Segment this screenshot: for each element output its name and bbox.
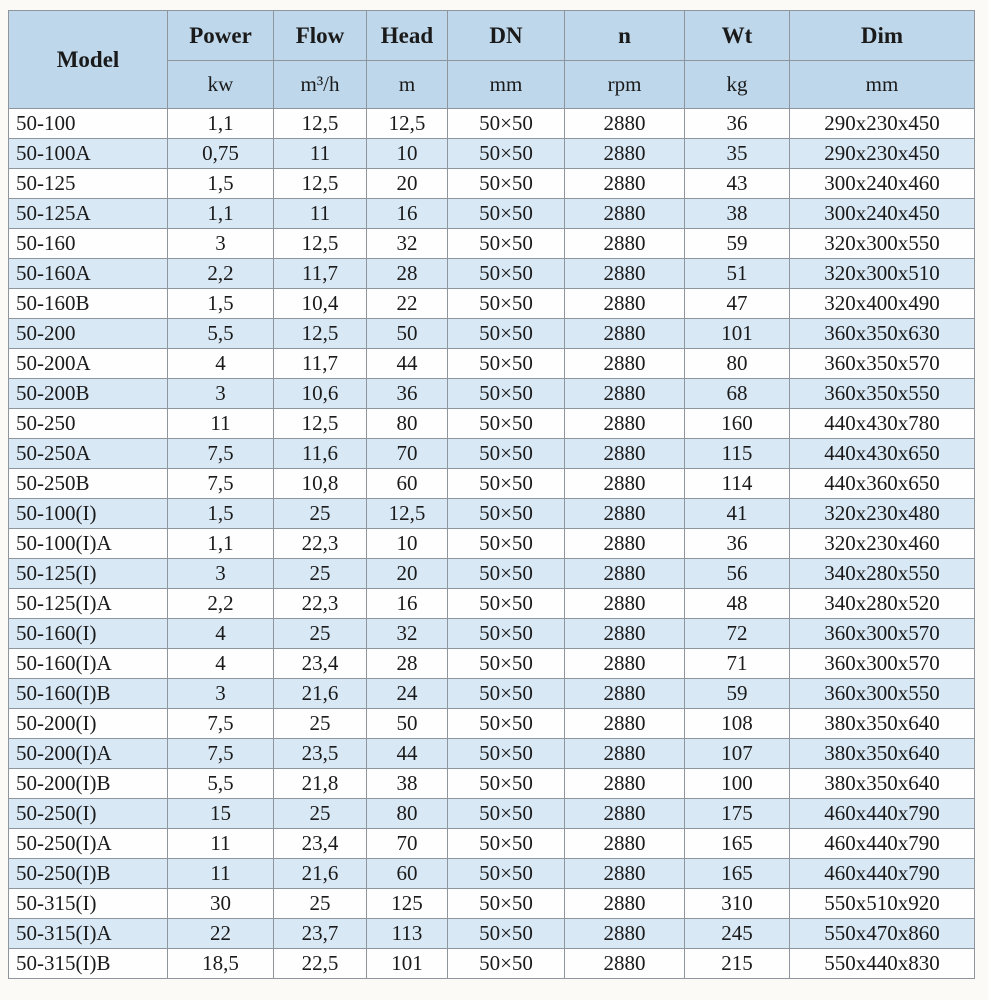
cell-head: 22 xyxy=(367,289,448,319)
cell-n: 2880 xyxy=(565,409,685,439)
cell-dn: 50×50 xyxy=(448,559,565,589)
cell-head: 32 xyxy=(367,619,448,649)
col-unit-n: rpm xyxy=(565,61,685,109)
col-header-head: Head xyxy=(367,11,448,61)
cell-flow: 10,6 xyxy=(274,379,367,409)
cell-n: 2880 xyxy=(565,799,685,829)
cell-flow: 22,5 xyxy=(274,949,367,979)
cell-model: 50-125A xyxy=(9,199,168,229)
col-unit-power: kw xyxy=(168,61,274,109)
cell-dn: 50×50 xyxy=(448,769,565,799)
table-row xyxy=(9,799,975,829)
cell-model: 50-200(I) xyxy=(9,709,168,739)
cell-model: 50-125(I)A xyxy=(9,589,168,619)
table-row xyxy=(9,379,975,409)
cell-head: 44 xyxy=(367,349,448,379)
cell-head: 101 xyxy=(367,949,448,979)
table-row xyxy=(9,169,975,199)
cell-dim: 460x440x790 xyxy=(790,859,975,889)
cell-wt: 101 xyxy=(685,319,790,349)
cell-head: 70 xyxy=(367,439,448,469)
cell-n: 2880 xyxy=(565,529,685,559)
cell-model: 50-200(I)A xyxy=(9,739,168,769)
cell-n: 2880 xyxy=(565,769,685,799)
cell-power: 30 xyxy=(168,889,274,919)
col-unit-wt: kg xyxy=(685,61,790,109)
cell-power: 1,1 xyxy=(168,109,274,139)
cell-n: 2880 xyxy=(565,589,685,619)
cell-n: 2880 xyxy=(565,319,685,349)
cell-n: 2880 xyxy=(565,139,685,169)
table-row xyxy=(9,349,975,379)
cell-n: 2880 xyxy=(565,739,685,769)
table-row xyxy=(9,889,975,919)
cell-dn: 50×50 xyxy=(448,409,565,439)
cell-wt: 80 xyxy=(685,349,790,379)
cell-dim: 340x280x520 xyxy=(790,589,975,619)
cell-n: 2880 xyxy=(565,709,685,739)
cell-flow: 22,3 xyxy=(274,529,367,559)
cell-n: 2880 xyxy=(565,919,685,949)
cell-head: 44 xyxy=(367,739,448,769)
table-row xyxy=(9,319,975,349)
cell-power: 3 xyxy=(168,229,274,259)
cell-model: 50-315(I)B xyxy=(9,949,168,979)
cell-head: 10 xyxy=(367,529,448,559)
cell-model: 50-250 xyxy=(9,409,168,439)
cell-n: 2880 xyxy=(565,109,685,139)
cell-n: 2880 xyxy=(565,679,685,709)
cell-dim: 360x300x570 xyxy=(790,649,975,679)
cell-dn: 50×50 xyxy=(448,589,565,619)
cell-model: 50-160 xyxy=(9,229,168,259)
cell-dn: 50×50 xyxy=(448,109,565,139)
cell-power: 3 xyxy=(168,679,274,709)
cell-n: 2880 xyxy=(565,559,685,589)
cell-wt: 59 xyxy=(685,229,790,259)
cell-n: 2880 xyxy=(565,619,685,649)
col-header-model: Model xyxy=(9,11,168,109)
cell-flow: 25 xyxy=(274,799,367,829)
table-row xyxy=(9,439,975,469)
cell-dn: 50×50 xyxy=(448,499,565,529)
cell-dn: 50×50 xyxy=(448,169,565,199)
cell-n: 2880 xyxy=(565,349,685,379)
table-row xyxy=(9,409,975,439)
cell-power: 2,2 xyxy=(168,589,274,619)
cell-dn: 50×50 xyxy=(448,619,565,649)
cell-head: 36 xyxy=(367,379,448,409)
cell-power: 11 xyxy=(168,859,274,889)
cell-power: 7,5 xyxy=(168,709,274,739)
cell-dim: 320x400x490 xyxy=(790,289,975,319)
table-row xyxy=(9,949,975,979)
cell-flow: 22,3 xyxy=(274,589,367,619)
cell-n: 2880 xyxy=(565,859,685,889)
cell-dn: 50×50 xyxy=(448,739,565,769)
cell-wt: 51 xyxy=(685,259,790,289)
cell-model: 50-125(I) xyxy=(9,559,168,589)
cell-model: 50-250(I)B xyxy=(9,859,168,889)
cell-dim: 440x430x780 xyxy=(790,409,975,439)
cell-head: 16 xyxy=(367,589,448,619)
cell-model: 50-250(I) xyxy=(9,799,168,829)
table-row xyxy=(9,259,975,289)
cell-power: 5,5 xyxy=(168,319,274,349)
cell-head: 10 xyxy=(367,139,448,169)
cell-wt: 43 xyxy=(685,169,790,199)
cell-power: 5,5 xyxy=(168,769,274,799)
cell-dim: 380x350x640 xyxy=(790,709,975,739)
table-row xyxy=(9,739,975,769)
cell-dn: 50×50 xyxy=(448,379,565,409)
cell-flow: 21,6 xyxy=(274,859,367,889)
cell-dn: 50×50 xyxy=(448,889,565,919)
table-row xyxy=(9,469,975,499)
cell-dim: 360x350x550 xyxy=(790,379,975,409)
table-row xyxy=(9,829,975,859)
cell-wt: 35 xyxy=(685,139,790,169)
cell-model: 50-160(I)B xyxy=(9,679,168,709)
cell-dn: 50×50 xyxy=(448,799,565,829)
cell-dim: 360x350x630 xyxy=(790,319,975,349)
pump-spec-table xyxy=(8,10,975,979)
cell-head: 32 xyxy=(367,229,448,259)
cell-wt: 36 xyxy=(685,109,790,139)
table-row xyxy=(9,109,975,139)
table-row xyxy=(9,139,975,169)
cell-dim: 300x240x460 xyxy=(790,169,975,199)
cell-power: 1,1 xyxy=(168,199,274,229)
table-row xyxy=(9,589,975,619)
col-header-n: n xyxy=(565,11,685,61)
cell-n: 2880 xyxy=(565,289,685,319)
cell-head: 125 xyxy=(367,889,448,919)
cell-dim: 290x230x450 xyxy=(790,139,975,169)
col-header-flow: Flow xyxy=(274,11,367,61)
cell-wt: 310 xyxy=(685,889,790,919)
cell-model: 50-250B xyxy=(9,469,168,499)
cell-model: 50-315(I) xyxy=(9,889,168,919)
table-row xyxy=(9,559,975,589)
cell-wt: 41 xyxy=(685,499,790,529)
cell-dn: 50×50 xyxy=(448,709,565,739)
table-row xyxy=(9,619,975,649)
cell-wt: 107 xyxy=(685,739,790,769)
table-header xyxy=(9,11,975,109)
cell-flow: 11,7 xyxy=(274,349,367,379)
cell-dim: 380x350x640 xyxy=(790,769,975,799)
table-body xyxy=(9,109,975,979)
cell-wt: 48 xyxy=(685,589,790,619)
cell-dn: 50×50 xyxy=(448,829,565,859)
cell-dim: 290x230x450 xyxy=(790,109,975,139)
cell-model: 50-250(I)A xyxy=(9,829,168,859)
cell-wt: 245 xyxy=(685,919,790,949)
cell-head: 80 xyxy=(367,409,448,439)
cell-model: 50-100(I) xyxy=(9,499,168,529)
cell-dim: 460x440x790 xyxy=(790,829,975,859)
cell-dim: 550x470x860 xyxy=(790,919,975,949)
cell-power: 0,75 xyxy=(168,139,274,169)
cell-dn: 50×50 xyxy=(448,289,565,319)
cell-dn: 50×50 xyxy=(448,529,565,559)
cell-model: 50-160(I)A xyxy=(9,649,168,679)
cell-power: 3 xyxy=(168,379,274,409)
cell-flow: 11,6 xyxy=(274,439,367,469)
cell-n: 2880 xyxy=(565,199,685,229)
cell-head: 80 xyxy=(367,799,448,829)
col-unit-flow: m³/h xyxy=(274,61,367,109)
cell-wt: 68 xyxy=(685,379,790,409)
col-unit-head: m xyxy=(367,61,448,109)
cell-flow: 25 xyxy=(274,499,367,529)
cell-head: 20 xyxy=(367,559,448,589)
cell-flow: 25 xyxy=(274,559,367,589)
cell-dn: 50×50 xyxy=(448,349,565,379)
cell-dn: 50×50 xyxy=(448,139,565,169)
cell-flow: 23,4 xyxy=(274,649,367,679)
cell-wt: 215 xyxy=(685,949,790,979)
cell-dn: 50×50 xyxy=(448,259,565,289)
cell-flow: 25 xyxy=(274,709,367,739)
table-row xyxy=(9,289,975,319)
cell-wt: 160 xyxy=(685,409,790,439)
cell-wt: 100 xyxy=(685,769,790,799)
cell-wt: 56 xyxy=(685,559,790,589)
cell-dim: 460x440x790 xyxy=(790,799,975,829)
cell-model: 50-160A xyxy=(9,259,168,289)
cell-n: 2880 xyxy=(565,379,685,409)
cell-dim: 360x300x550 xyxy=(790,679,975,709)
cell-wt: 36 xyxy=(685,529,790,559)
col-header-dim: Dim xyxy=(790,11,975,61)
cell-dim: 320x230x480 xyxy=(790,499,975,529)
cell-wt: 72 xyxy=(685,619,790,649)
cell-flow: 11 xyxy=(274,139,367,169)
cell-dim: 440x430x650 xyxy=(790,439,975,469)
col-header-wt: Wt xyxy=(685,11,790,61)
cell-dim: 320x300x550 xyxy=(790,229,975,259)
table-row xyxy=(9,529,975,559)
cell-power: 4 xyxy=(168,619,274,649)
cell-wt: 175 xyxy=(685,799,790,829)
cell-dn: 50×50 xyxy=(448,859,565,889)
cell-power: 4 xyxy=(168,649,274,679)
cell-dim: 440x360x650 xyxy=(790,469,975,499)
table-row xyxy=(9,229,975,259)
cell-dn: 50×50 xyxy=(448,319,565,349)
cell-n: 2880 xyxy=(565,829,685,859)
cell-head: 28 xyxy=(367,259,448,289)
cell-wt: 165 xyxy=(685,829,790,859)
col-header-dn: DN xyxy=(448,11,565,61)
cell-power: 4 xyxy=(168,349,274,379)
cell-power: 7,5 xyxy=(168,469,274,499)
cell-wt: 165 xyxy=(685,859,790,889)
cell-model: 50-100 xyxy=(9,109,168,139)
cell-dn: 50×50 xyxy=(448,679,565,709)
cell-dim: 300x240x450 xyxy=(790,199,975,229)
table-row xyxy=(9,649,975,679)
cell-power: 3 xyxy=(168,559,274,589)
cell-flow: 11,7 xyxy=(274,259,367,289)
cell-dim: 340x280x550 xyxy=(790,559,975,589)
cell-power: 7,5 xyxy=(168,439,274,469)
cell-flow: 10,8 xyxy=(274,469,367,499)
cell-model: 50-315(I)A xyxy=(9,919,168,949)
table-row xyxy=(9,679,975,709)
cell-wt: 114 xyxy=(685,469,790,499)
cell-head: 38 xyxy=(367,769,448,799)
table-row xyxy=(9,499,975,529)
col-unit-dim: mm xyxy=(790,61,975,109)
cell-power: 7,5 xyxy=(168,739,274,769)
cell-model: 50-200(I)B xyxy=(9,769,168,799)
cell-wt: 59 xyxy=(685,679,790,709)
cell-dim: 360x300x570 xyxy=(790,619,975,649)
cell-dim: 320x300x510 xyxy=(790,259,975,289)
cell-flow: 12,5 xyxy=(274,109,367,139)
cell-dim: 380x350x640 xyxy=(790,739,975,769)
cell-power: 2,2 xyxy=(168,259,274,289)
cell-n: 2880 xyxy=(565,229,685,259)
table-row xyxy=(9,199,975,229)
cell-head: 60 xyxy=(367,469,448,499)
cell-power: 1,5 xyxy=(168,289,274,319)
cell-flow: 23,7 xyxy=(274,919,367,949)
cell-power: 18,5 xyxy=(168,949,274,979)
cell-power: 11 xyxy=(168,409,274,439)
cell-dim: 550x440x830 xyxy=(790,949,975,979)
cell-head: 113 xyxy=(367,919,448,949)
cell-wt: 38 xyxy=(685,199,790,229)
cell-wt: 47 xyxy=(685,289,790,319)
cell-n: 2880 xyxy=(565,259,685,289)
cell-model: 50-250A xyxy=(9,439,168,469)
cell-dn: 50×50 xyxy=(448,949,565,979)
cell-power: 1,5 xyxy=(168,499,274,529)
cell-head: 12,5 xyxy=(367,109,448,139)
cell-power: 1,5 xyxy=(168,169,274,199)
cell-dim: 550x510x920 xyxy=(790,889,975,919)
cell-n: 2880 xyxy=(565,499,685,529)
cell-head: 24 xyxy=(367,679,448,709)
cell-n: 2880 xyxy=(565,439,685,469)
table-row xyxy=(9,709,975,739)
cell-flow: 12,5 xyxy=(274,409,367,439)
cell-model: 50-160B xyxy=(9,289,168,319)
cell-n: 2880 xyxy=(565,949,685,979)
cell-dn: 50×50 xyxy=(448,919,565,949)
cell-flow: 12,5 xyxy=(274,229,367,259)
cell-head: 60 xyxy=(367,859,448,889)
cell-wt: 108 xyxy=(685,709,790,739)
cell-flow: 21,8 xyxy=(274,769,367,799)
cell-head: 28 xyxy=(367,649,448,679)
cell-head: 70 xyxy=(367,829,448,859)
cell-flow: 23,5 xyxy=(274,739,367,769)
cell-flow: 10,4 xyxy=(274,289,367,319)
cell-model: 50-125 xyxy=(9,169,168,199)
cell-flow: 11 xyxy=(274,199,367,229)
cell-model: 50-200 xyxy=(9,319,168,349)
cell-flow: 23,4 xyxy=(274,829,367,859)
cell-dn: 50×50 xyxy=(448,469,565,499)
cell-flow: 25 xyxy=(274,889,367,919)
cell-dim: 320x230x460 xyxy=(790,529,975,559)
cell-flow: 12,5 xyxy=(274,319,367,349)
cell-wt: 71 xyxy=(685,649,790,679)
cell-flow: 21,6 xyxy=(274,679,367,709)
cell-dn: 50×50 xyxy=(448,439,565,469)
col-header-power: Power xyxy=(168,11,274,61)
table-row xyxy=(9,919,975,949)
cell-head: 50 xyxy=(367,709,448,739)
cell-power: 15 xyxy=(168,799,274,829)
cell-n: 2880 xyxy=(565,649,685,679)
cell-model: 50-200B xyxy=(9,379,168,409)
col-unit-dn: mm xyxy=(448,61,565,109)
cell-n: 2880 xyxy=(565,889,685,919)
cell-power: 11 xyxy=(168,829,274,859)
cell-head: 50 xyxy=(367,319,448,349)
cell-model: 50-160(I) xyxy=(9,619,168,649)
cell-head: 12,5 xyxy=(367,499,448,529)
cell-model: 50-100A xyxy=(9,139,168,169)
table-row xyxy=(9,769,975,799)
cell-dn: 50×50 xyxy=(448,229,565,259)
cell-wt: 115 xyxy=(685,439,790,469)
cell-power: 1,1 xyxy=(168,529,274,559)
cell-flow: 25 xyxy=(274,619,367,649)
cell-power: 22 xyxy=(168,919,274,949)
cell-dim: 360x350x570 xyxy=(790,349,975,379)
table-row xyxy=(9,859,975,889)
cell-n: 2880 xyxy=(565,469,685,499)
cell-head: 20 xyxy=(367,169,448,199)
cell-flow: 12,5 xyxy=(274,169,367,199)
cell-model: 50-100(I)A xyxy=(9,529,168,559)
cell-model: 50-200A xyxy=(9,349,168,379)
cell-dn: 50×50 xyxy=(448,649,565,679)
cell-n: 2880 xyxy=(565,169,685,199)
cell-head: 16 xyxy=(367,199,448,229)
cell-dn: 50×50 xyxy=(448,199,565,229)
